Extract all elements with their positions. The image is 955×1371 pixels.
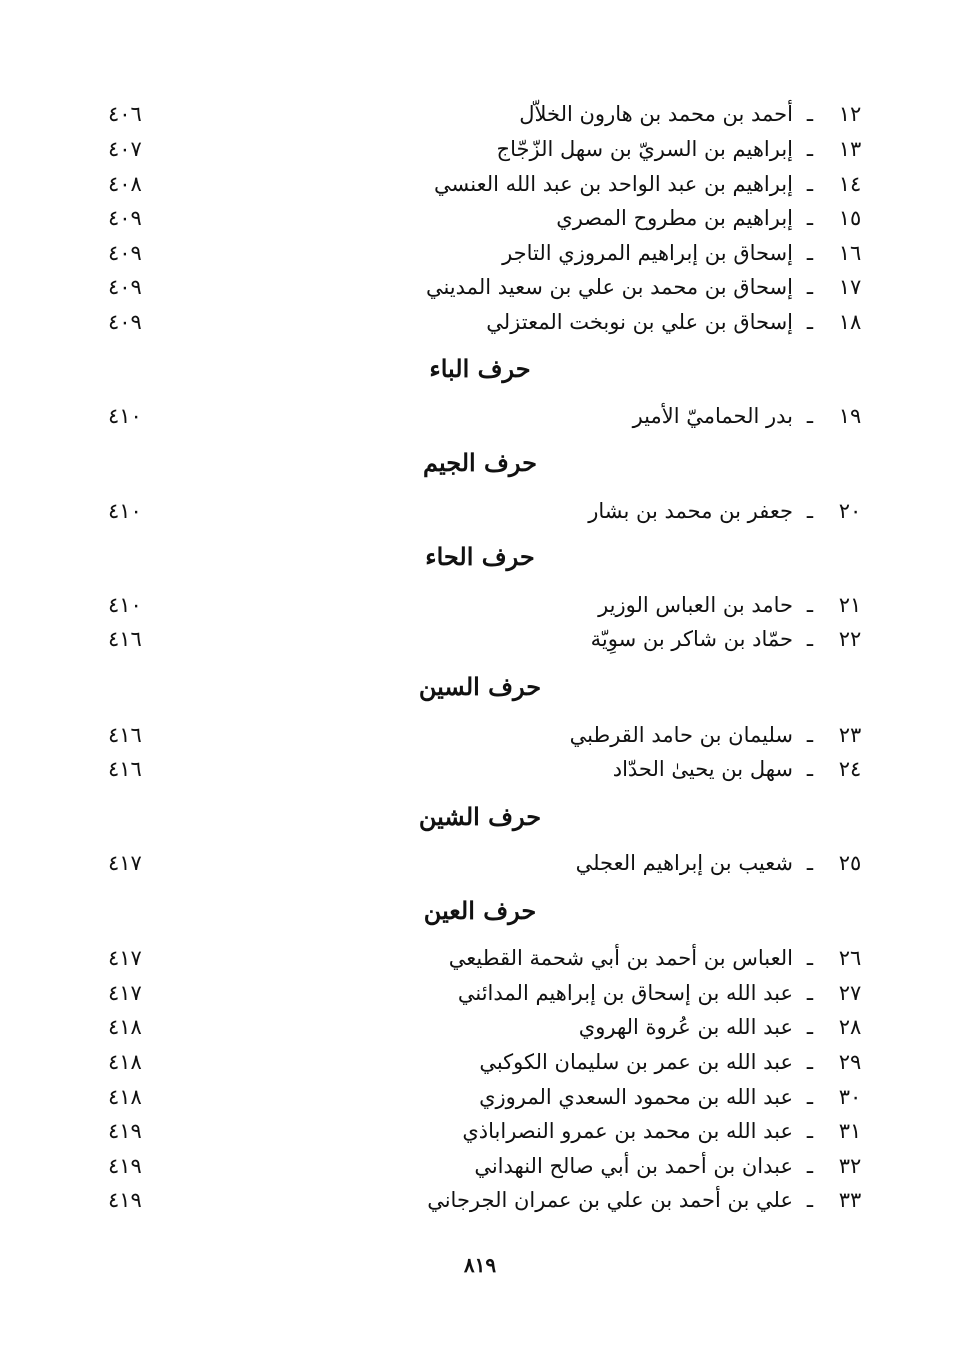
entry-dash: ـ	[806, 757, 814, 781]
entry-name: العباس بن أحمد بن أبي شحمة القطيعي	[448, 946, 793, 970]
entry-number: ١٥	[838, 206, 862, 230]
index-entry	[0, 1010, 955, 1044]
entry-number: ١٣	[838, 137, 862, 161]
entry-page: ٤١٠	[108, 593, 142, 617]
index-entry	[0, 132, 955, 166]
index-entry	[0, 976, 955, 1010]
entry-name: إسحاق بن محمد بن علي بن سعيد المديني	[425, 275, 793, 299]
entry-name: حامد بن العباس الوزير	[598, 593, 793, 617]
entry-name: عبد الله بن محمد بن عمرو النصراباذي	[462, 1119, 793, 1143]
entry-dash: ـ	[806, 172, 814, 196]
index-entry	[0, 305, 955, 339]
entry-dash: ـ	[806, 981, 814, 1005]
index-entry	[0, 399, 955, 433]
entry-page: ٤٠٧	[108, 137, 142, 161]
entry-dash: ـ	[806, 241, 814, 265]
entry-dash: ـ	[806, 404, 814, 428]
entry-page: ٤٠٨	[108, 172, 142, 196]
entry-page: ٤١٦	[108, 723, 142, 747]
entry-name: بدر الحماميّ الأمير	[632, 404, 793, 428]
index-entry	[0, 1183, 955, 1217]
index-entry	[0, 167, 955, 201]
index-entry	[0, 270, 955, 304]
entry-name: إسحاق بن إبراهيم المروزي التاجر	[502, 241, 793, 265]
index-entry	[0, 97, 955, 131]
entry-dash: ـ	[806, 723, 814, 747]
index-entry	[0, 622, 955, 656]
entry-dash: ـ	[806, 851, 814, 875]
entry-number: ٢٥	[838, 851, 862, 875]
entry-dash: ـ	[806, 1015, 814, 1039]
entry-number: ٢٤	[838, 757, 862, 781]
index-entry	[0, 718, 955, 752]
entry-dash: ـ	[806, 310, 814, 334]
section-heading: حرف السين	[418, 672, 542, 701]
entry-page: ٤١٨	[108, 1050, 142, 1074]
entry-number: ٢٢	[838, 627, 862, 651]
section-heading: حرف الحاء	[425, 542, 535, 571]
entry-name: علي بن أحمد بن علي بن عمران الجرجاني	[427, 1188, 793, 1212]
entry-number: ٢٠	[838, 499, 862, 523]
entry-page: ٤١٨	[108, 1085, 142, 1109]
entry-dash: ـ	[806, 1050, 814, 1074]
index-entry	[0, 941, 955, 975]
entry-name: إبراهيم بن عبد الواحد بن عبد الله العنسي	[434, 172, 793, 196]
entry-number: ١٢	[838, 102, 862, 126]
entry-dash: ـ	[806, 275, 814, 299]
entry-dash: ـ	[806, 593, 814, 617]
entry-page: ٤٠٩	[108, 310, 142, 334]
entry-dash: ـ	[806, 499, 814, 523]
entry-dash: ـ	[806, 1085, 814, 1109]
entry-number: ٣٠	[838, 1085, 862, 1109]
entry-page: ٤١٩	[108, 1154, 142, 1178]
entry-page: ٤١٦	[108, 627, 142, 651]
entry-number: ١٦	[838, 241, 862, 265]
index-entry	[0, 1080, 955, 1114]
entry-name: إسحاق بن علي بن نوبخت المعتزلي	[486, 310, 793, 334]
entry-number: ٢١	[838, 593, 862, 617]
index-entry	[0, 236, 955, 270]
entry-page: ٤١٧	[108, 981, 142, 1005]
section-heading: حرف العين	[423, 896, 537, 925]
entry-number: ٢٧	[838, 981, 862, 1005]
index-entry	[0, 1149, 955, 1183]
entry-number: ٢٩	[838, 1050, 862, 1074]
entry-name: عبد الله بن محمود السعدي المروزي	[479, 1085, 793, 1109]
entry-name: عبد الله بن إسحاق بن إبراهيم المدائني	[457, 981, 793, 1005]
section-heading: حرف الشين	[418, 802, 542, 831]
index-entry	[0, 846, 955, 880]
index-entry	[0, 494, 955, 528]
entry-name: أحمد بن محمد بن هارون الخلاّل	[519, 102, 793, 126]
entry-page: ٤١٦	[108, 757, 142, 781]
entry-number: ٢٨	[838, 1015, 862, 1039]
entry-name: عبد الله بن عمر بن سليمان الكوكبي	[479, 1050, 793, 1074]
section-heading: حرف الباء	[429, 354, 531, 383]
index-entry	[0, 201, 955, 235]
entry-number: ١٩	[838, 404, 862, 428]
entry-number: ٣١	[838, 1119, 862, 1143]
entry-page: ٤١٩	[108, 1188, 142, 1212]
entry-dash: ـ	[806, 946, 814, 970]
entry-dash: ـ	[806, 137, 814, 161]
entry-dash: ـ	[806, 627, 814, 651]
entry-name: حمّاد بن شاكر بن سوِيّة	[590, 627, 793, 651]
entry-number: ١٧	[838, 275, 862, 299]
index-entry	[0, 1114, 955, 1148]
entry-number: ١٨	[838, 310, 862, 334]
entry-name: إبراهيم بن السريّ بن سهل الزّجّاج	[496, 137, 793, 161]
section-heading: حرف الجيم	[423, 448, 537, 477]
entry-dash: ـ	[806, 1188, 814, 1212]
entry-name: إبراهيم بن مطروح المصري	[556, 206, 793, 230]
page-number: ٨١٩	[463, 1253, 497, 1277]
entry-page: ٤١٨	[108, 1015, 142, 1039]
index-entry	[0, 1045, 955, 1079]
entry-name: جعفر بن محمد بن بشار	[588, 499, 793, 523]
entry-page: ٤٠٩	[108, 206, 142, 230]
entry-dash: ـ	[806, 102, 814, 126]
entry-name: عبدان بن أحمد بن أبي صالح النهداني	[474, 1154, 793, 1178]
entry-number: ٣٣	[838, 1188, 862, 1212]
entry-page: ٤٠٩	[108, 241, 142, 265]
entry-name: عبد الله بن عُروة الهروي	[578, 1015, 793, 1039]
entry-name: شعيب بن إبراهيم العجلي	[575, 851, 793, 875]
entry-page: ٤١٠	[108, 499, 142, 523]
entry-page: ٤١٧	[108, 851, 142, 875]
entry-page: ٤١٩	[108, 1119, 142, 1143]
entry-page: ٤٠٦	[108, 102, 142, 126]
index-entry	[0, 588, 955, 622]
entry-page: ٤١٧	[108, 946, 142, 970]
entry-number: ٢٣	[838, 723, 862, 747]
index-entry	[0, 752, 955, 786]
entry-number: ٢٦	[838, 946, 862, 970]
entry-name: سليمان بن حامد القرطبي	[569, 723, 793, 747]
entry-name: سهل بن يحيىٰ الحدّاد	[612, 757, 793, 781]
entry-number: ٣٢	[838, 1154, 862, 1178]
entry-number: ١٤	[838, 172, 862, 196]
entry-dash: ـ	[806, 1119, 814, 1143]
entry-page: ٤٠٩	[108, 275, 142, 299]
entry-dash: ـ	[806, 1154, 814, 1178]
entry-dash: ـ	[806, 206, 814, 230]
entry-page: ٤١٠	[108, 404, 142, 428]
